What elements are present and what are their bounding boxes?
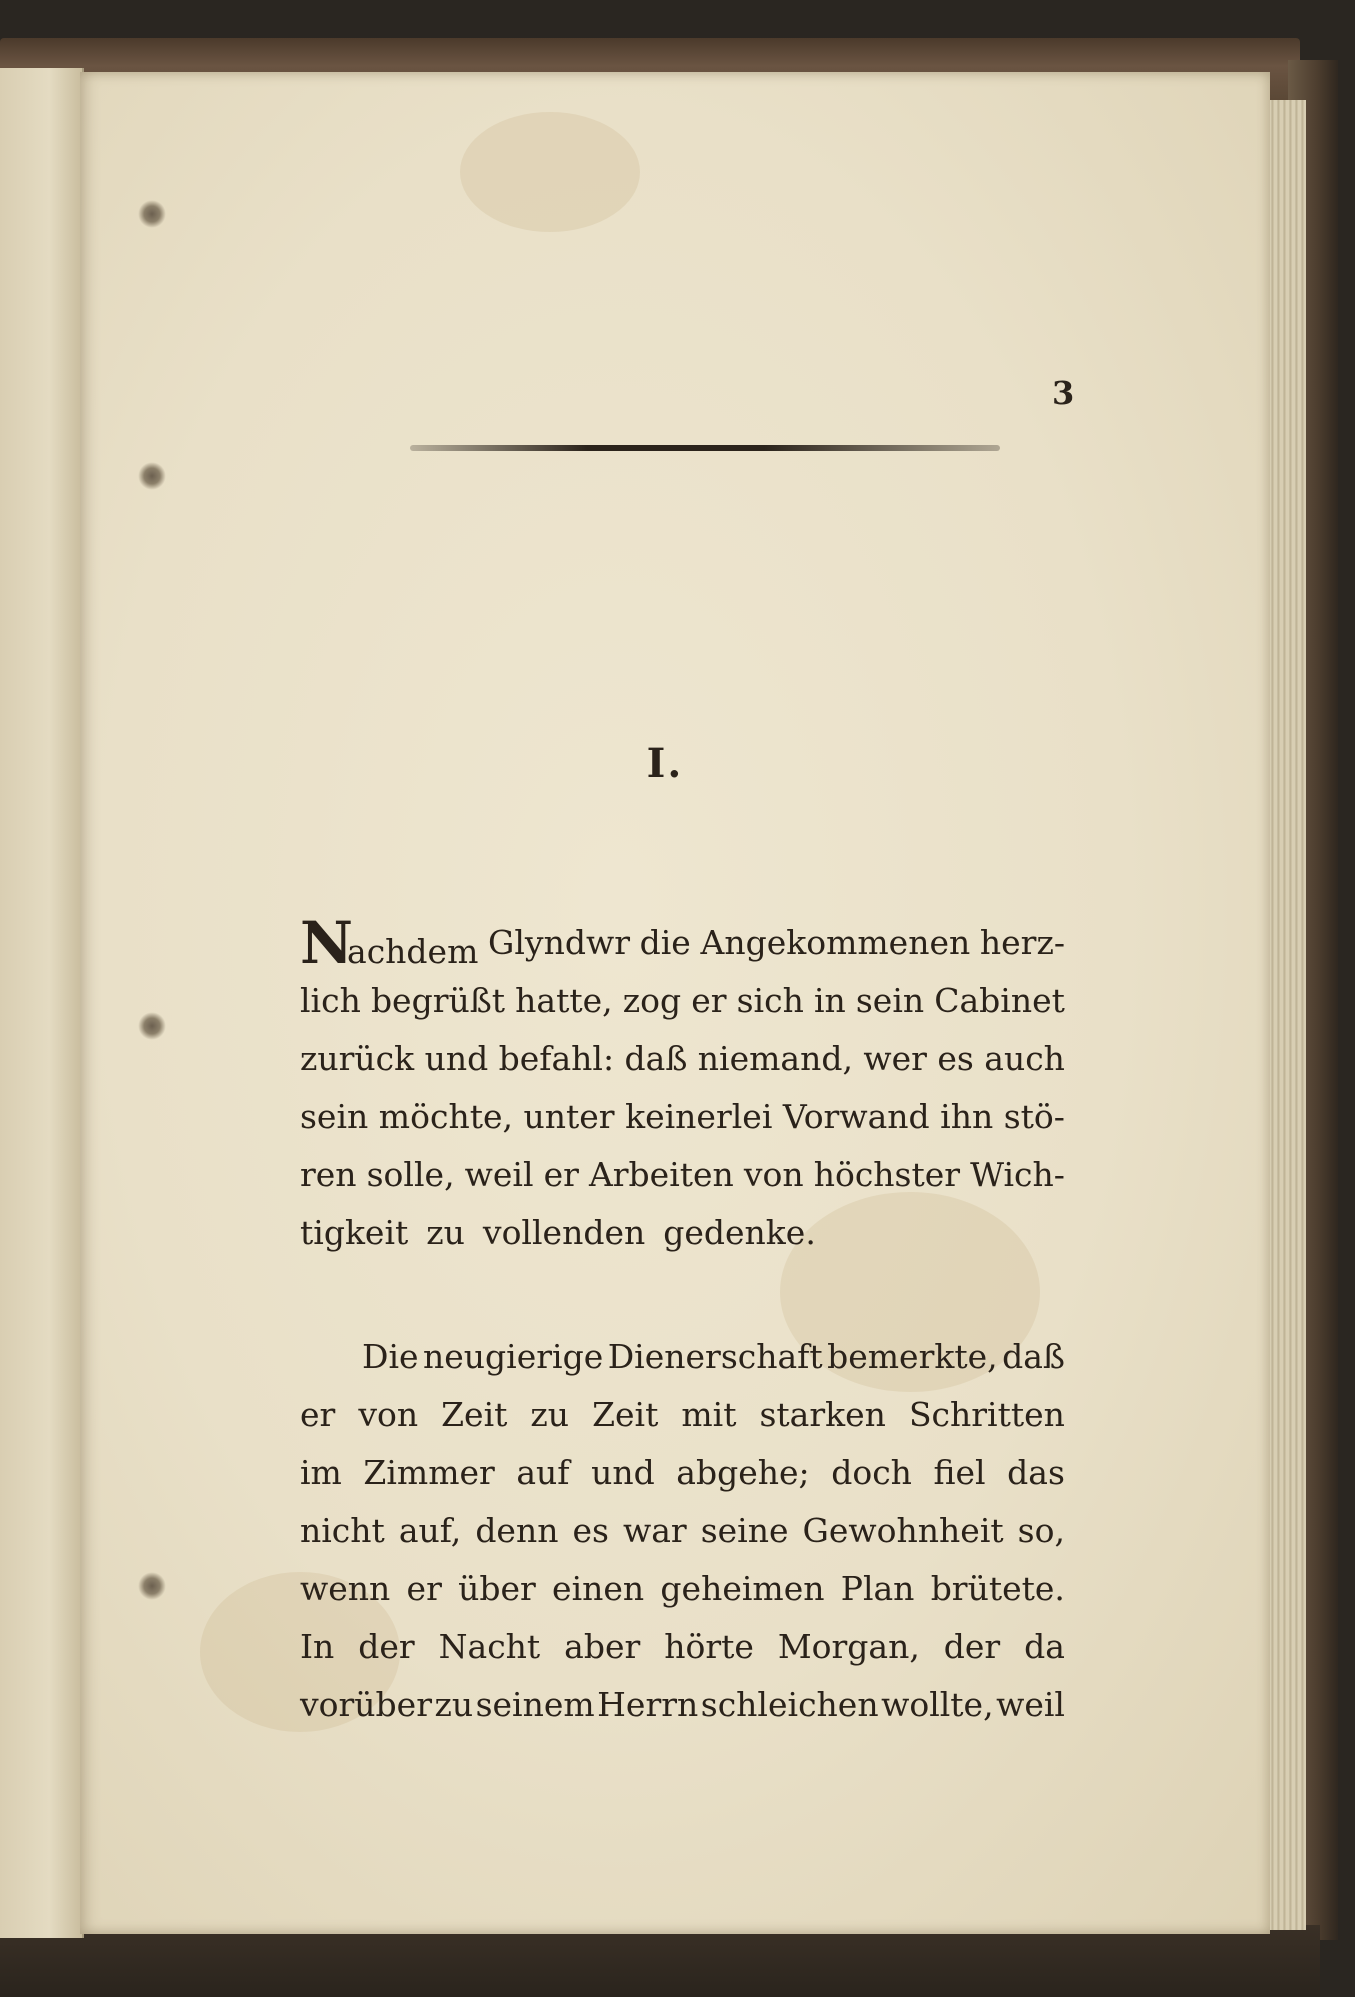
binding-thread-mark <box>138 200 166 228</box>
text-word: wenn <box>300 1569 391 1608</box>
text-word: Dienerschaft <box>607 1337 823 1376</box>
text-word: sein <box>855 981 925 1020</box>
text-word: doch <box>831 1453 912 1492</box>
text-word: befahl: <box>498 1039 615 1078</box>
text-word: stö- <box>1003 1097 1065 1136</box>
text-word: der <box>943 1627 1001 1666</box>
text-word: auf, <box>398 1511 462 1550</box>
text-word: schleichen <box>700 1685 879 1724</box>
text-word: er <box>691 981 727 1020</box>
text-word: Wich- <box>970 1155 1065 1194</box>
chapter-heading <box>80 740 1270 787</box>
text-word: hörte <box>664 1627 754 1666</box>
text-word: sein <box>300 1097 369 1136</box>
text-word: weil <box>996 1685 1065 1724</box>
text-word: höchster <box>813 1155 961 1194</box>
text-line <box>300 1030 1065 1088</box>
text-word: wer <box>863 1039 927 1078</box>
text-word: von <box>358 1395 419 1434</box>
text-line <box>300 1502 1065 1560</box>
text-word: vollenden <box>482 1213 646 1252</box>
text-word: zu <box>434 1685 474 1724</box>
text-word: herz- <box>979 923 1065 962</box>
text-word: vorüber <box>300 1685 432 1724</box>
text-word: begrüßt <box>370 981 506 1020</box>
text-word: ren <box>300 1155 357 1194</box>
book-page <box>80 72 1270 1934</box>
text-word: möchte, <box>378 1097 513 1136</box>
text-word: so, <box>1017 1511 1065 1550</box>
text-word: Die <box>362 1337 419 1376</box>
text-word: das <box>1007 1453 1065 1492</box>
text-word: er <box>300 1395 336 1434</box>
text-line <box>300 1386 1065 1444</box>
chapter-heading-text: I. <box>646 740 684 787</box>
text-word: Nachdem <box>300 909 479 977</box>
text-word: und <box>424 1039 489 1078</box>
text-word: hatte, <box>515 981 613 1020</box>
header-rule <box>410 445 1000 451</box>
text-word: in <box>813 981 846 1020</box>
text-word: mit <box>681 1395 737 1434</box>
text-word: In <box>300 1627 335 1666</box>
text-word: Angekommenen <box>700 923 971 962</box>
text-word: Schritten <box>908 1395 1065 1434</box>
text-word: ihn <box>940 1097 994 1136</box>
text-word: aber <box>564 1627 641 1666</box>
text-word: und <box>591 1453 655 1492</box>
text-word: Gewohnheit <box>802 1511 1004 1550</box>
text-word: seine <box>700 1511 789 1550</box>
text-word: lich <box>300 981 361 1020</box>
book-cover-bottom-edge <box>0 1925 1320 1997</box>
text-word: geheimen <box>660 1569 825 1608</box>
text-word: von <box>743 1155 804 1194</box>
text-word: es <box>937 1039 974 1078</box>
text-word: daß <box>1002 1337 1065 1376</box>
page-number: 3 <box>1052 374 1075 412</box>
text-word: wollte, <box>881 1685 994 1724</box>
text-line <box>300 1088 1065 1146</box>
text-word: der <box>358 1627 415 1666</box>
text-word: da <box>1024 1627 1065 1666</box>
text-word: Plan <box>840 1569 915 1608</box>
text-word: denn <box>475 1511 559 1550</box>
text-word: im <box>300 1453 342 1492</box>
text-word: solle, <box>366 1155 455 1194</box>
text-word: zog <box>622 981 682 1020</box>
text-word: zurück <box>300 1039 415 1078</box>
text-word: fiel <box>933 1453 986 1492</box>
text-word: keinerlei <box>625 1097 773 1136</box>
paragraph-1 <box>300 909 1065 1262</box>
text-line <box>300 1204 1065 1262</box>
text-word: die <box>639 923 691 962</box>
text-word: war <box>622 1511 687 1550</box>
text-word: starken <box>759 1395 886 1434</box>
text-word: Zeit <box>592 1395 659 1434</box>
previous-page-edge <box>0 68 84 1938</box>
text-line <box>300 1560 1065 1618</box>
text-word: unter <box>523 1097 615 1136</box>
text-word: niemand, <box>697 1039 853 1078</box>
text-word: bemerkte, <box>827 1337 998 1376</box>
text-word: zu <box>530 1395 570 1434</box>
paper-stain <box>460 112 640 232</box>
text-word: sich <box>736 981 804 1020</box>
text-line <box>300 1328 1065 1386</box>
binding-thread-mark <box>138 1572 166 1600</box>
text-word: gedenke. <box>663 1213 816 1252</box>
text-word: er <box>406 1569 442 1608</box>
text-word: auch <box>984 1039 1065 1078</box>
text-word: weil <box>464 1155 534 1194</box>
paragraph-2 <box>300 1328 1065 1734</box>
text-word: tigkeit <box>300 1213 409 1252</box>
text-word: nicht <box>300 1511 385 1550</box>
text-word: Arbeiten <box>588 1155 734 1194</box>
text-word: neugierige <box>423 1337 604 1376</box>
text-word: seinem <box>475 1685 595 1724</box>
text-word: er <box>543 1155 579 1194</box>
binding-thread-mark <box>138 462 166 490</box>
text-word: abgehe; <box>676 1453 810 1492</box>
binding-thread-mark <box>138 1012 166 1040</box>
text-word: Zimmer <box>363 1453 495 1492</box>
text-line <box>300 1146 1065 1204</box>
text-word: auf <box>516 1453 570 1492</box>
text-word: Zeit <box>441 1395 508 1434</box>
text-word: Nacht <box>438 1627 541 1666</box>
text-word: Herrn <box>597 1685 699 1724</box>
text-line <box>300 909 1065 977</box>
text-word: Cabinet <box>934 981 1065 1020</box>
text-word: es <box>572 1511 609 1550</box>
text-word: einen <box>552 1569 645 1608</box>
text-word: Vorwand <box>782 1097 930 1136</box>
text-word: über <box>458 1569 536 1608</box>
text-word: daß <box>624 1039 688 1078</box>
text-line <box>300 1618 1065 1676</box>
text-line <box>300 1444 1065 1502</box>
text-line <box>300 1676 1065 1734</box>
text-line <box>300 972 1065 1030</box>
drop-cap: N <box>300 909 354 977</box>
text-word: zu <box>426 1213 465 1252</box>
text-word: Glyndwr <box>488 923 630 962</box>
text-word: Morgan, <box>777 1627 920 1666</box>
text-word: brütete. <box>930 1569 1065 1608</box>
